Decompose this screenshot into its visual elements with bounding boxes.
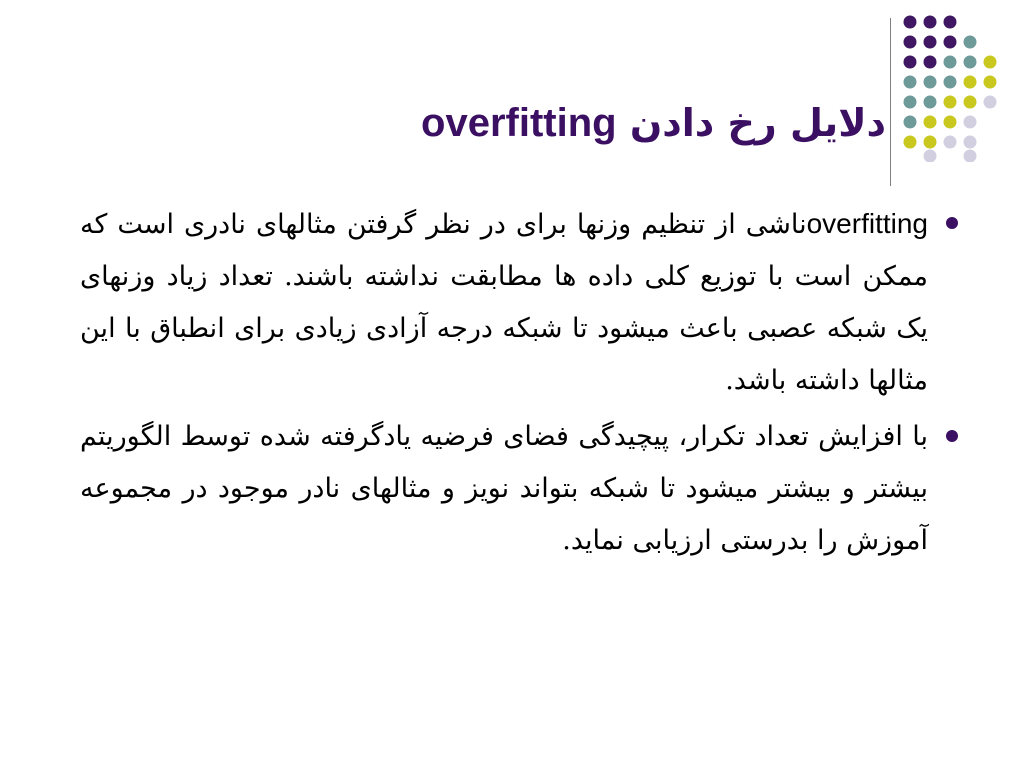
dot [924, 16, 937, 29]
dot-row-4 [904, 76, 997, 89]
dot [924, 36, 937, 49]
dot-row-1 [904, 16, 957, 29]
dot [964, 56, 977, 69]
dot [944, 36, 957, 49]
dot-row-6 [904, 116, 977, 129]
title-divider-line [890, 18, 891, 186]
dot [904, 76, 917, 89]
dot-row-3 [904, 56, 997, 69]
dot [904, 56, 917, 69]
dot [984, 96, 997, 109]
bullet-text [80, 411, 928, 567]
dot [904, 16, 917, 29]
bullet-text [80, 198, 928, 407]
dot [984, 76, 997, 89]
dot [964, 36, 977, 49]
dot [904, 116, 917, 129]
slide-title-arabic: دلایل رخ دادن [629, 101, 886, 145]
slide-title [106, 88, 886, 158]
dot [924, 76, 937, 89]
bullet-dot-icon [946, 217, 958, 229]
dot [944, 56, 957, 69]
dot [944, 136, 957, 149]
bullet-item [80, 411, 970, 567]
dot [964, 96, 977, 109]
slide-title-latin: overfitting [421, 101, 617, 145]
decorative-dot-grid [900, 12, 1016, 162]
dot [924, 56, 937, 69]
dot [964, 76, 977, 89]
dot [924, 150, 937, 163]
dot [944, 76, 957, 89]
bullet-item [80, 198, 970, 407]
dot [964, 116, 977, 129]
dot [904, 36, 917, 49]
dot-row-2 [904, 36, 977, 49]
bullet-latin-term: overfitting [806, 208, 928, 239]
bullet-body: با افزایش تعداد تکرار، پیچیدگی فضای فرضیه یادگرفته شده توسط الگوریتم بیشتر و بیشتر میشود تا شبکه بتواند نویز و مثالهای نادر موجود در مجموعه آموزش را بدرستی ارزیابی نماید. [80, 421, 928, 556]
dot [924, 136, 937, 149]
dot [924, 116, 937, 129]
dot [944, 96, 957, 109]
dot [964, 136, 977, 149]
dot [984, 56, 997, 69]
dot-row-5 [904, 96, 997, 109]
dot [924, 96, 937, 109]
dot [944, 116, 957, 129]
dot [964, 150, 977, 163]
dot [904, 96, 917, 109]
bullet-dot-icon [946, 430, 958, 442]
bullet-list [80, 198, 970, 571]
dot-row-7 [904, 136, 977, 149]
dot [944, 16, 957, 29]
dot-row-8 [924, 150, 977, 163]
bullet-body: ناشی از تنظیم وزنها برای در نظر گرفتن مثالهای نادری است که ممکن است با توزیع کلی داده ها مطابقت نداشته باشند. تعداد زیاد وزنهای یک شبکه عصبی باعث میشود تا شبکه درجه آزادی زیادی برای انطباق با این مثالها داشته باشد. [80, 209, 928, 396]
dot [904, 136, 917, 149]
